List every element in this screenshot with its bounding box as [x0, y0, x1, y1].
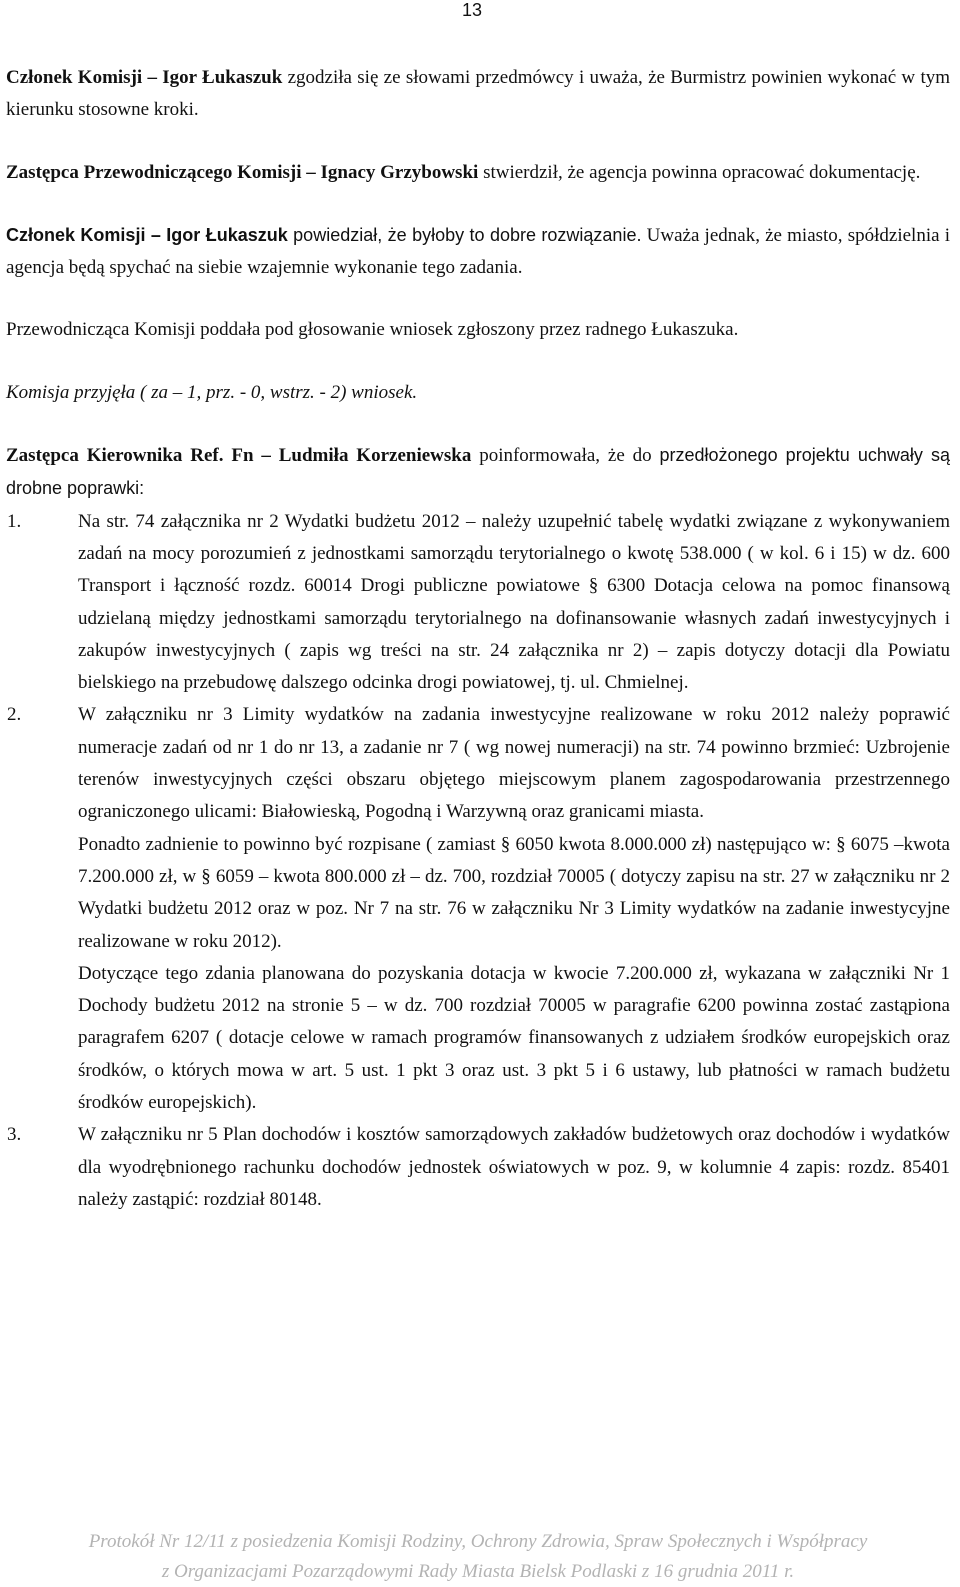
- paragraph-text: zgodziła się ze słowami przedmówcy i uważa, że Burmistrz powinien wykonać w tym kierunku stosowne kroki.: [6, 67, 951, 121]
- list-item: [6, 506, 950, 700]
- document-body: [6, 62, 950, 1216]
- footer-line: z Organizacjami Pozarządowymi Rady Miasta Bielsk Podlaski z 16 grudnia 2011 r.: [161, 1561, 795, 1582]
- paragraph-text: stwierdził, że agencja powinna opracować dokumentację.: [478, 161, 921, 183]
- page-number: 13: [462, 0, 483, 20]
- paragraph-grzybowski: [6, 157, 950, 189]
- vote-result: Komisja przyjęła ( za – 1, prz. - 0, wstrz. - 2) wniosek.: [6, 381, 418, 403]
- speaker-name: Członek Komisji – Igor Łukaszuk: [6, 67, 283, 88]
- list-item-text: W załączniku nr 3 Limity wydatków na zadania inwestycyjne realizowane w roku 2012 należy poprawić numeracje zadań od nr 1 do nr 13, a zadanie nr 7 ( wg nowej numeracji) na str. 74 powinno brzmieć: Uzbrojenie terenów inwestycyjnych części obszaru objętego miejscowym planem zagospodarowania przestrzennego ograniczonego ulicami: Białowieską, Pogodną i Warzywną oraz granicami miasta.: [78, 704, 950, 823]
- speaker-name: Zastępca Kierownika Ref. Fn – Ludmiła Korzeniewska: [6, 445, 472, 467]
- list-item-text: Na str. 74 załącznika nr 2 Wydatki budżetu 2012 – należy uzupełnić tabelę wydatki związane z wykonywaniem zadań na mocy porozumień z jednostkami samorządu terytorialnego o kwotę 538.000 ( w kol. 6 i 15) w dz. 600 Transport i łączność rozdz. 60014 Drogi publiczne powiatowe § 6300 Dotacja celowa na pomoc finansową udzielaną między jednostkami samorządu terytorialnego na dofinansowanie własnych zadań inwestycyjnych i zakupów inwestycyjnych ( zapis wg treści na str. 24 załącznika nr 2) – zapis dotyczy dotacji dla Powiatu bielskiego na przebudowę dalszego odcinka drogi powiatowej, tj. ul. Chmielnej.: [78, 510, 950, 694]
- speaker-name: Zastępca Przewodniczącego Komisji – Ignacy Grzybowski: [6, 161, 479, 183]
- list-item-text: W załączniku nr 5 Plan dochodów i kosztów samorządowych zakładów budżetowych oraz dochodów i wydatków dla wyodrębnionego rachunku dochodów jednostek oświatowych w poz. 9, w kolumnie 4 zapis: rozdz. 85401 należy zastąpić: rozdział 80148.: [78, 1124, 950, 1210]
- list-item: [6, 699, 950, 1119]
- list-item-text: Ponadto zadnienie to powinno być rozpisane ( zamiast § 6050 kwota 8.000.000 zł) następująco w: § 6075 –kwota 7.200.000 zł, w § 6059 – kwota 800.000 zł – dz. 700, rozdział 70005 ( dotyczy zapisu na str. 27 w załączniku nr 2 Wydatki budżetu 2012 oraz w poz. Nr 7 na str. 76 w załączniku Nr 3 Limity wydatków na zadanie inwestycyjne realizowane w roku 2012).: [78, 833, 950, 952]
- paragraph-korzeniewska: [6, 439, 950, 506]
- paragraph-lukaszuk-1: [6, 62, 950, 127]
- footer-line: Protokół Nr 12/11 z posiedzenia Komisji Rodziny, Ochrony Zdrowia, Spraw Społecznych i Współpracy: [88, 1531, 868, 1552]
- list-number: 3.: [7, 1124, 22, 1146]
- list-item-text: Dotyczące tego zdania planowana do pozyskania dotacja w kwocie 7.200.000 zł, wykazana w załączniki Nr 1 Dochody budżetu 2012 na stronie 5 – w dz. 700 rozdział 70005 w paragrafie 6200 powinna zostać zastąpiona paragrafem 6207 ( dotacje celowe w ramach programów finansowanych z udziałem środków europejskich oraz środków, o których mowa w art. 5 ust. 1 pkt 3 oraz ust. 3 pkt 5 i 6 ustawy, lub płatności w ramach budżetu środków europejskich).: [78, 962, 950, 1114]
- paragraph-text: powiedział, że byłoby to dobre rozwiązanie.: [287, 224, 642, 245]
- list-number: 1.: [7, 510, 22, 532]
- paragraph-text: przedłożonego projektu uchwały są drobne poprawki:: [6, 445, 950, 499]
- amendments-list: [6, 506, 950, 1217]
- paragraph-text: Uważa jednak, że miasto, spółdzielnia i agencja będą spychać na siebie wzajemnie wykonanie tego zadania.: [6, 224, 950, 279]
- speaker-name: Członek Komisji – Igor Łukaszuk: [6, 224, 288, 245]
- list-item: [6, 1119, 950, 1216]
- page-footer: [6, 1527, 950, 1587]
- paragraph-vote-request: Przewodnicząca Komisji poddała pod głosowanie wniosek zgłoszony przez radnego Łukaszuka.: [6, 319, 739, 341]
- list-number: 2.: [7, 704, 22, 726]
- paragraph-text: poinformowała, że do: [471, 445, 660, 467]
- paragraph-lukaszuk-2: [6, 219, 950, 285]
